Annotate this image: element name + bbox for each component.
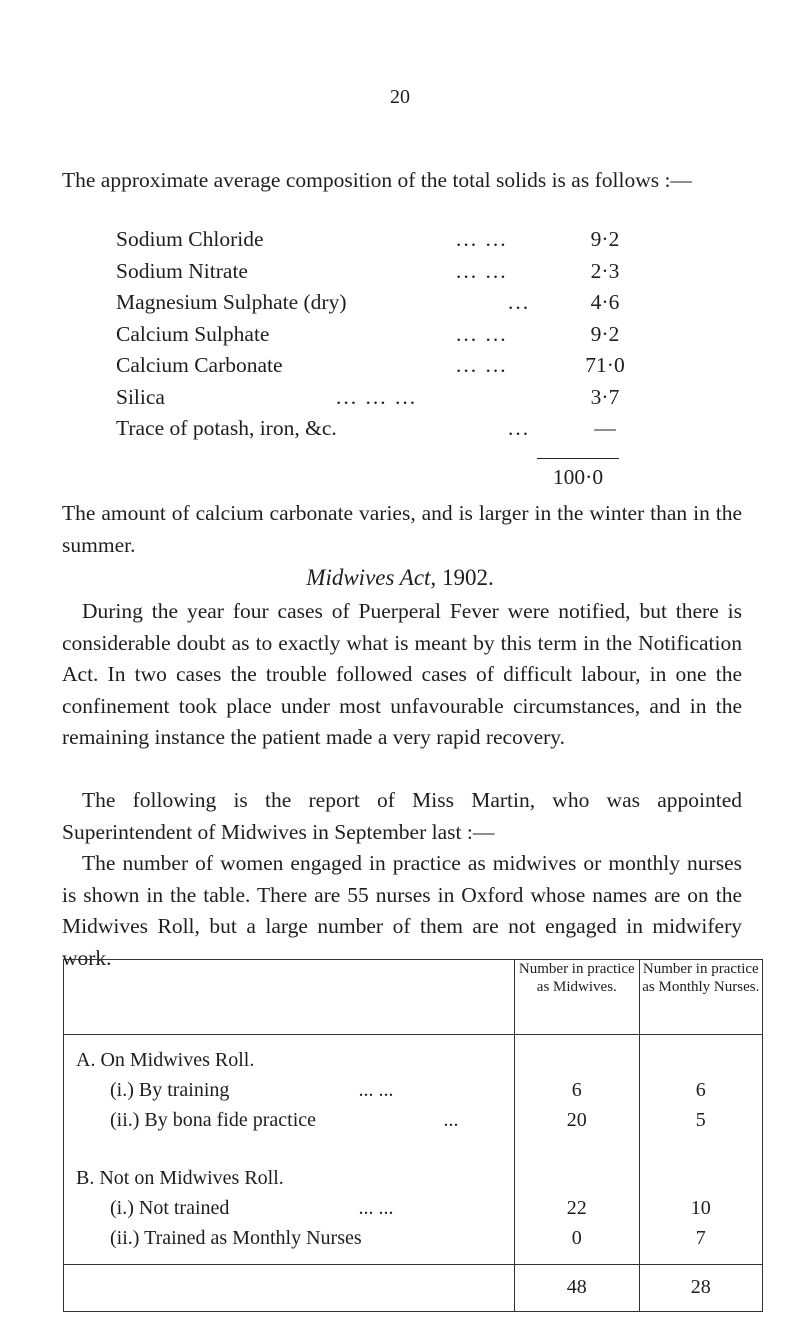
- table-row: [64, 1193, 763, 1223]
- composition-list: [116, 224, 656, 445]
- number-paragraph: The number of women engaged in practice as midwives or monthly nurses is shown in the table. There are 55 nurses in Oxford whose names are on the Midwives Roll, but a large number of them are not engaged in midwifery work.: [62, 851, 742, 970]
- group-label: B. Not on Midwives Roll.: [64, 1163, 515, 1193]
- composition-value: 71·0: [585, 353, 625, 377]
- midwives-value: 6: [515, 1075, 640, 1105]
- nurses-value: 10: [639, 1193, 762, 1223]
- row-label: (ii.) Trained as Monthly Nurses: [64, 1223, 515, 1253]
- page-number: 20: [390, 86, 410, 108]
- composition-name: Calcium Carbonate: [116, 353, 283, 377]
- composition-name: Calcium Sulphate: [116, 321, 270, 346]
- leader-dots: ...: [508, 290, 531, 314]
- midwives-value: 22: [515, 1193, 640, 1223]
- puerperal-paragraph: During the year four cases of Puerperal Fever were notified, but there is considerable doubt as to exactly what is meant by this term in the Notification Act. In two cases the trouble followed cases of difficult labour, in one the confinement took place under most unfavourable circumstances, and in the remaining instance the patient made a very rapid recovery.: [62, 599, 742, 749]
- composition-row: [116, 224, 656, 256]
- nurses-value: 5: [639, 1105, 762, 1135]
- group-label: A. On Midwives Roll.: [64, 1045, 515, 1075]
- composition-value: —: [594, 416, 616, 440]
- table-row: [64, 1163, 763, 1193]
- midwives-table: [63, 959, 763, 1312]
- total-midwives: 48: [515, 1265, 640, 1312]
- composition-name: Sodium Nitrate: [116, 258, 248, 283]
- table-header-blank: [64, 960, 515, 1035]
- total-label-blank: [64, 1265, 515, 1312]
- table-row: [64, 1075, 763, 1105]
- leader-dots: ... ...: [456, 227, 508, 251]
- table-total-row: [64, 1265, 763, 1312]
- row-label: [64, 1193, 515, 1223]
- heading-italic: Midwives Act,: [306, 565, 437, 590]
- leader-dots: ... ...: [358, 1196, 394, 1219]
- composition-row: [116, 256, 656, 288]
- leader-dots: ...: [508, 416, 531, 440]
- section-heading: [0, 565, 800, 591]
- total-rule: [537, 458, 619, 459]
- table-header-midwives: Number in practice as Midwives.: [515, 960, 640, 1035]
- composition-name: Trace of potash, iron, &c.: [116, 416, 337, 440]
- calcium-note-paragraph: The amount of calcium carbonate varies, and is larger in the winter than in the summer.: [62, 501, 742, 557]
- table-header-nurses: Number in practice as Monthly Nurses.: [639, 960, 762, 1035]
- nurses-value: 6: [639, 1075, 762, 1105]
- composition-name: Silica: [116, 384, 165, 409]
- composition-row: [116, 382, 656, 414]
- composition-total: 100·0: [552, 465, 604, 489]
- row-label: [64, 1105, 515, 1135]
- intro-paragraph: The approximate average composition of the total solids is as follows :—: [62, 168, 692, 192]
- leader-dots: ... ...: [456, 353, 508, 377]
- midwives-value: 0: [515, 1223, 640, 1253]
- leader-dots: ... ...: [456, 321, 508, 346]
- row-label-text: (i.) By training: [110, 1078, 230, 1101]
- row-label-text: (i.) Not trained: [110, 1196, 230, 1219]
- composition-row: [116, 319, 656, 351]
- composition-value: 4·6: [590, 290, 620, 314]
- composition-row: [116, 287, 656, 319]
- composition-row: [116, 350, 656, 382]
- composition-value: 2·3: [590, 258, 620, 283]
- leader-dots: ... ... ...: [336, 384, 418, 409]
- row-label: [64, 1075, 515, 1105]
- composition-name: Magnesium Sulphate (dry): [116, 290, 347, 314]
- midwives-value: 20: [515, 1105, 640, 1135]
- heading-year: 1902.: [436, 565, 494, 590]
- composition-row: [116, 413, 656, 445]
- report-paragraph: The following is the report of Miss Martin, who was appointed Superintendent of Midwives in September last :—: [62, 788, 742, 844]
- composition-value: 9·2: [590, 321, 620, 346]
- row-label-text: (ii.) By bona fide practice: [110, 1108, 317, 1131]
- composition-value: 9·2: [590, 227, 620, 251]
- composition-value: 3·7: [590, 384, 620, 409]
- composition-name: Sodium Chloride: [116, 227, 264, 251]
- total-nurses: 28: [639, 1265, 762, 1312]
- nurses-value: 7: [639, 1223, 762, 1253]
- leader-dots: ... ...: [456, 258, 508, 283]
- table-row: [64, 1045, 763, 1075]
- leader-dots: ...: [443, 1108, 459, 1131]
- table-header-row: [64, 960, 763, 1035]
- leader-dots: ... ...: [358, 1078, 394, 1101]
- table-row: [64, 1105, 763, 1135]
- table-row: [64, 1223, 763, 1253]
